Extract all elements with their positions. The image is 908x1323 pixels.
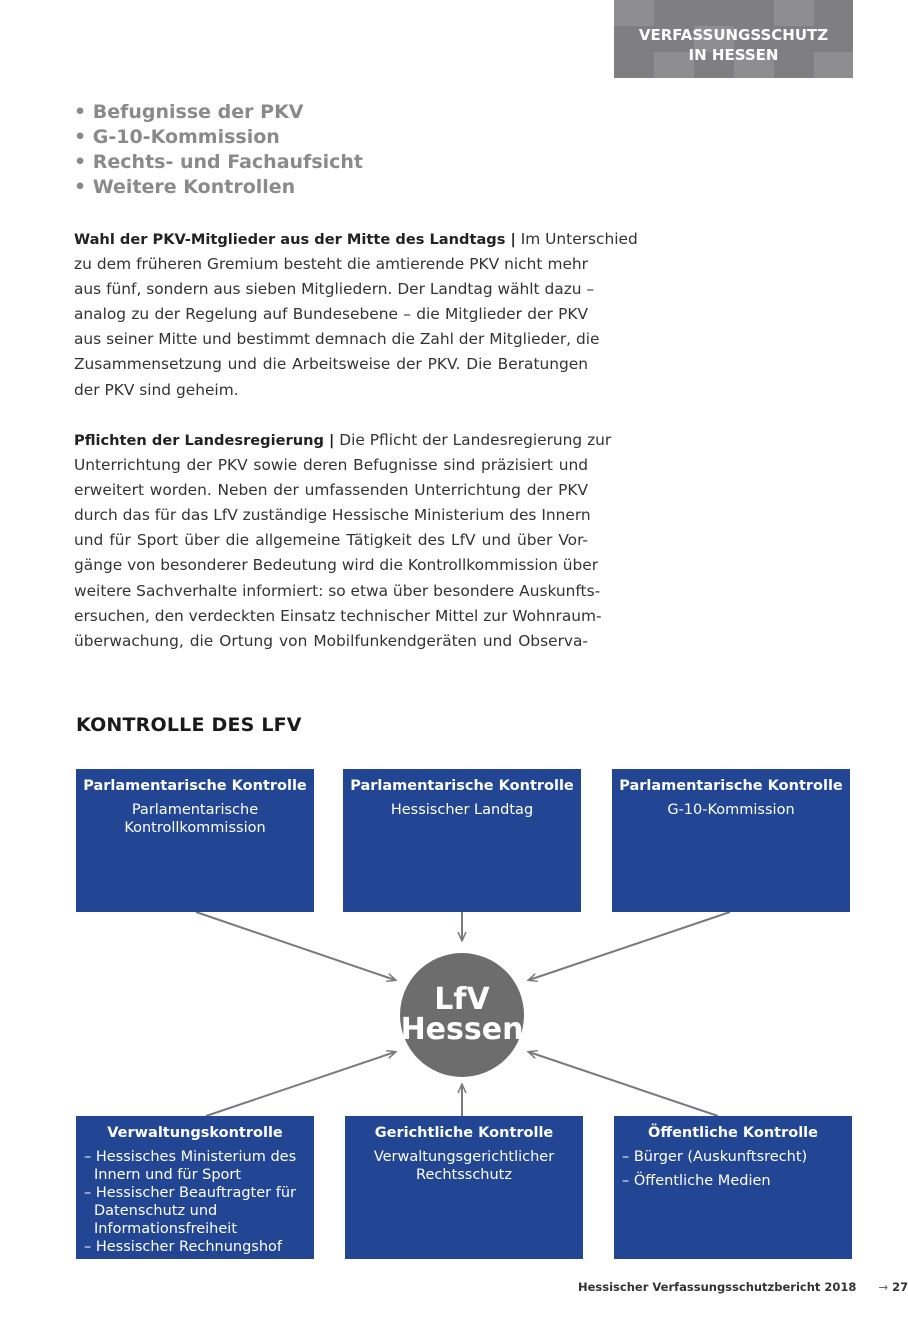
box-title: Gerichtliche Kontrolle	[374, 1125, 554, 1141]
box-item: – Hessisches Ministerium des Innern und für Sport	[84, 1149, 297, 1183]
box-parliamentary-pkv	[76, 769, 314, 912]
box-subtitle: Parlamentarische	[131, 802, 259, 818]
box-title: Parlamentarische Kontrolle	[83, 778, 307, 794]
paragraph-line: der PKV sind geheim.	[74, 380, 239, 399]
topic-item: • Befugnisse der PKV	[74, 101, 304, 123]
diagram-title: KONTROLLE DES LFV	[76, 714, 302, 736]
box-item-list	[76, 1148, 314, 1256]
box-parliamentary-g10	[612, 769, 850, 912]
paragraph-line: Wahl der PKV-Mitglieder aus der Mitte des Landtags | Im Unterschied	[74, 230, 638, 248]
arrow-top-left	[196, 912, 395, 980]
topic-item: • Weitere Kontrollen	[74, 176, 296, 198]
paragraph-line: ersuchen, den verdeckten Einsatz technischer Mittel zur Wohnraum-	[74, 606, 602, 625]
box-subtitle: Rechtsschutz	[416, 1167, 512, 1183]
box-title: Parlamentarische Kontrolle	[350, 778, 574, 794]
paragraph-lead: Wahl der PKV-Mitglieder aus der Mitte des Landtags |	[74, 231, 516, 248]
box-administrative-control	[76, 1116, 314, 1259]
paragraph-line: und für Sport über die allgemeine Tätigkeit des LfV und über Vor-	[74, 531, 588, 550]
box-title: Parlamentarische Kontrolle	[619, 778, 843, 794]
box-subtitle: Hessischer Landtag	[390, 802, 534, 818]
arrow-right-icon: →	[878, 1280, 889, 1294]
box-item: – Hessischer Beauftragter für Datenschutz und Informationsfreiheit	[84, 1185, 296, 1237]
box-title: Verwaltungskontrolle	[107, 1125, 283, 1141]
topic-item: • Rechts- und Fachaufsicht	[74, 151, 364, 173]
box-judicial-control	[345, 1116, 583, 1259]
box-item-list	[614, 1148, 852, 1190]
paragraph-line: durch das für das LfV zuständige Hessische Ministerium des Innern	[74, 506, 591, 525]
tag-line-1: VERFASSUNGSSCHUTZ	[638, 26, 829, 44]
box-subtitle: Kontrollkommission	[124, 820, 266, 836]
box-subtitle: Verwaltungsgerichtlicher	[373, 1149, 555, 1165]
paragraph-line: zu dem früheren Gremium besteht die amtierende PKV nicht mehr	[74, 255, 588, 274]
paragraph-line: weitere Sachverhalte informiert: so etwa über besondere Auskunfts-	[74, 581, 601, 600]
center-label-line-1: LfV	[434, 982, 490, 1017]
paragraph-line: analog zu der Regelung auf Bundesebene – die Mitglieder der PKV	[74, 305, 588, 324]
page-footer	[578, 1280, 908, 1294]
box-public-control	[614, 1116, 852, 1259]
paragraph-line: gänge von besonderer Bedeutung wird die Kontrollkommission über	[74, 556, 599, 575]
box-item: – Bürger (Auskunftsrecht)	[622, 1149, 808, 1165]
box-title: Öffentliche Kontrolle	[648, 1125, 818, 1141]
report-title: Hessischer Verfassungsschutzbericht 2018	[578, 1280, 857, 1294]
paragraph-line: erweitert worden. Neben der umfassenden Unterrichtung der PKV	[74, 481, 588, 500]
arrow-top-right	[529, 912, 730, 980]
paragraph-line: Zusammensetzung und die Arbeitsweise der PKV. Die Beratungen	[74, 355, 588, 374]
box-parliamentary-landtag	[343, 769, 581, 912]
paragraph-line: Pflichten der Landesregierung | Die Pflicht der Landesregierung zur	[74, 431, 612, 449]
paragraph-line: überwachung, die Ortung von Mobilfunkendgeräten und Observa-	[74, 631, 588, 650]
arrow-bottom-right	[529, 1052, 718, 1116]
box-item: – Hessischer Rechnungshof	[84, 1239, 283, 1255]
center-label-line-2: Hessen	[400, 1012, 524, 1047]
paragraph-line: aus seiner Mitte und bestimmt demnach die Zahl der Mitglieder, die	[74, 330, 600, 349]
paragraph-line: Unterrichtung der PKV sowie deren Befugnisse sind präzisiert und	[74, 456, 588, 475]
arrow-bottom-left	[206, 1052, 395, 1116]
box-subtitle: G-10-Kommission	[667, 802, 795, 818]
topic-item: • G-10-Kommission	[74, 126, 280, 148]
tag-line-2: IN HESSEN	[688, 46, 779, 64]
paragraph-line: aus fünf, sondern aus sieben Mitgliedern. Der Landtag wählt dazu –	[74, 280, 595, 299]
paragraph-lead: Pflichten der Landesregierung |	[74, 432, 335, 449]
box-item: – Öffentliche Medien	[622, 1173, 771, 1189]
lfv-hessen-circle	[400, 953, 524, 1077]
page-number: 27	[892, 1280, 908, 1294]
